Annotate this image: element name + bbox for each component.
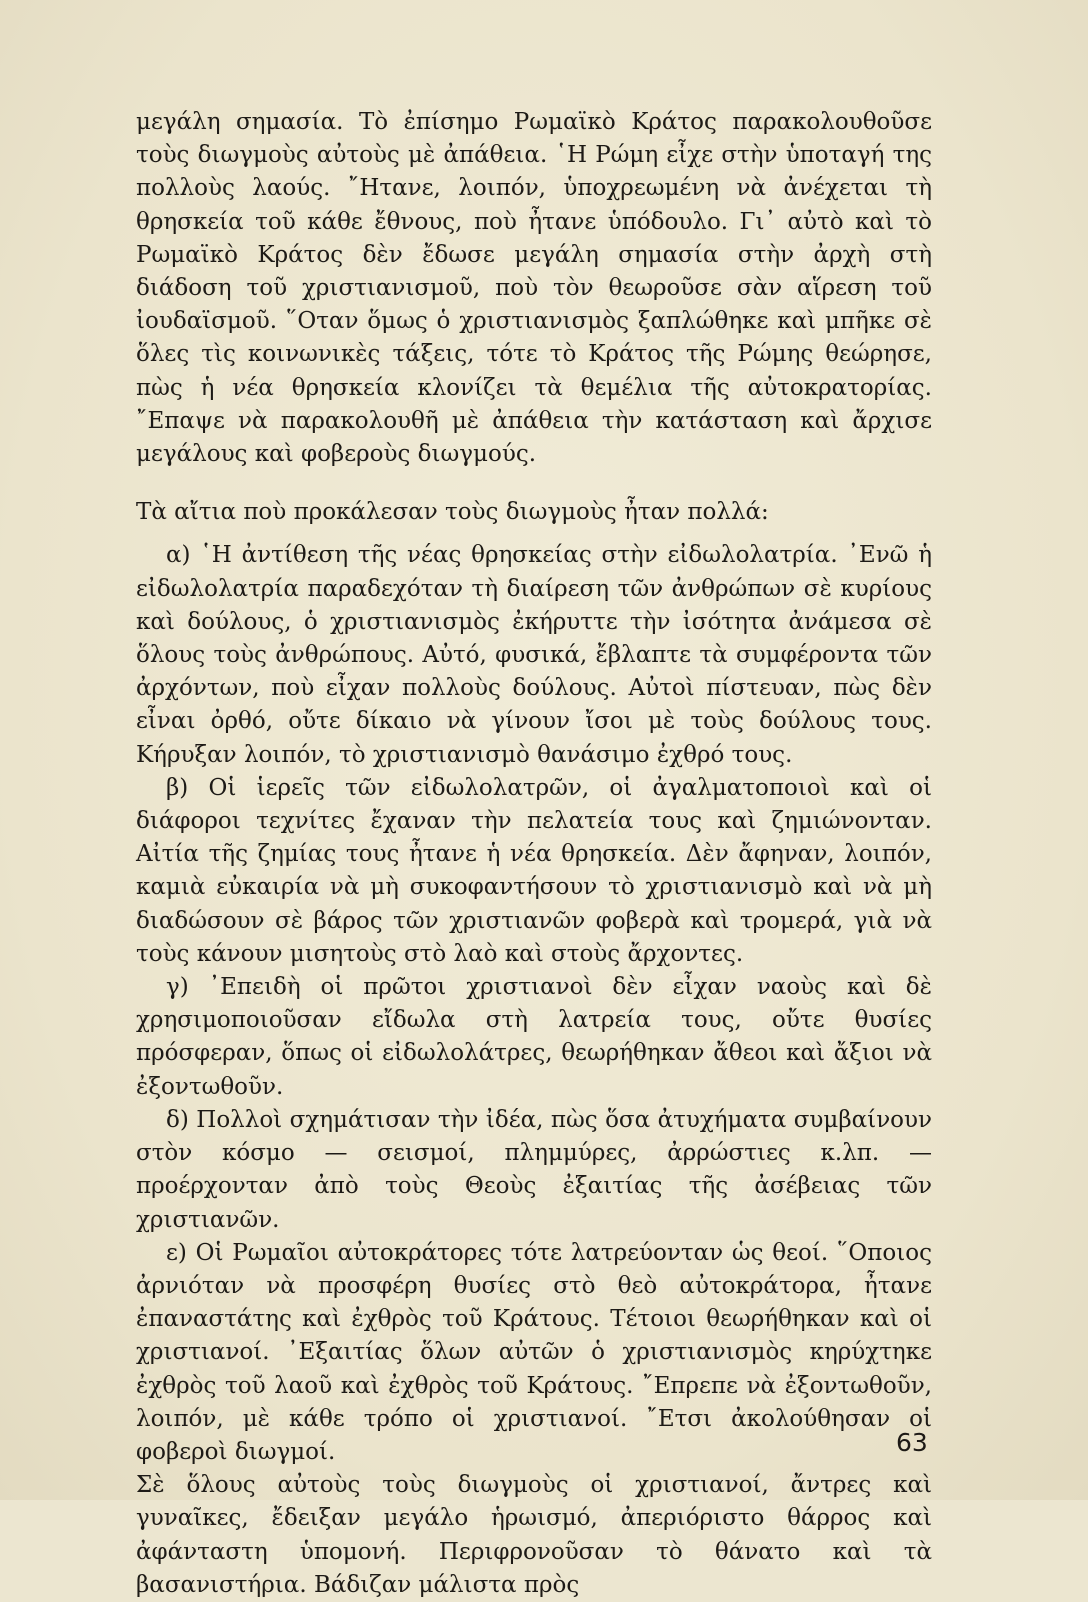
paragraph-heroism: Σὲ ὅλους αὐτοὺς τοὺς διωγμοὺς οἱ χριστιανοί, ἄντρες καὶ γυναῖκες, ἔδειξαν μεγάλο ἡρωισμό, ἀπεριόριστο θάρρος καὶ ἀφάνταστη ὑπομονή. Περιφρονοῦσαν τὸ θάνατο καὶ τὰ βασανιστήρια. Βάδιζαν μάλιστα πρὸς [136, 1472, 932, 1598]
paragraph-cause-d: δ) Πολλοὶ σχημάτισαν τὴν ἰδέα, πὼς ὅσα ἀτυχήματα συμβαίνουν στὸν κόσμο — σεισμοί, πλημμύρες, ἀρρώστιες κ.λπ. — προέρχονταν ἀπὸ τοὺς Θεοὺς ἐξαιτίας τῆς ἀσέβειας τῶν χριστιανῶν. [136, 1106, 932, 1233]
paragraph-cause-c: γ) ᾿Επειδὴ οἱ πρῶτοι χριστιανοὶ δὲν εἶχαν ναοὺς καὶ δὲ χρησιμοποιοῦσαν εἴδωλα στὴ λατρεία τους, οὔτε θυσίες πρόσφεραν, ὅπως οἱ εἰδωλολάτρες, θεωρήθηκαν ἄθεοι καὶ ἄξιοι νὰ ἐξοντωθοῦν. [136, 974, 932, 1100]
body-text [136, 106, 932, 1602]
paragraph-cause-b: β) Οἱ ἱερεῖς τῶν εἰδωλολατρῶν, οἱ ἀγαλματοποιοὶ καὶ οἱ διάφοροι τεχνίτες ἔχαναν τὴν πελατεία τους καὶ ζημιώνονταν. Αἰτία τῆς ζημίας τους ἦτανε ἡ νέα θρησκεία. Δὲν ἄφηναν, λοιπόν, καμιὰ εὐκαιρία νὰ μὴ συκοφαντήσουν τὸ χριστιανισμὸ καὶ νὰ μὴ διαδώσουν σὲ βάρος τῶν χριστιανῶν φοβερὰ καὶ τρομερά, γιὰ νὰ τοὺς κάνουν μισητοὺς στὸ λαὸ καὶ στοὺς ἄρχοντες. [136, 774, 932, 967]
page-number: 63 [896, 1428, 928, 1457]
paragraph-cause-a: α) ῾Η ἀντίθεση τῆς νέας θρησκείας στὴν εἰδωλολατρία. ᾿Ενῶ ἡ εἰδωλολατρία παραδεχόταν τὴ διαίρεση τῶν ἀνθρώπων σὲ κυρίους καὶ δούλους, ὁ χριστιανισμὸς ἐκήρυττε τὴν ἰσότητα ἀνάμεσα σὲ ὅλους τοὺς ἀνθρώπους. Αὐτό, φυσικά, ἔβλαπτε τὰ συμφέροντα τῶν ἀρχόντων, ποὺ εἶχαν πολλοὺς δούλους. Αὐτοὶ πίστευαν, πὼς δὲν εἶναι ὀρθό, οὔτε δίκαιο νὰ γίνουν ἴσοι μὲ τοὺς δούλους τους. Κήρυξαν λοιπόν, τὸ χριστιανισμὸ θανάσιμο ἐχθρό τους. [136, 542, 932, 768]
paragraph-causes-heading: Τὰ αἴτια ποὺ προκάλεσαν τοὺς διωγμοὺς ἦταν πολλά: [136, 499, 769, 526]
paragraph-cause-e: ε) Οἱ Ρωμαῖοι αὐτοκράτορες τότε λατρεύονταν ὡς θεοί. ῞Οποιος ἀρνιόταν νὰ προσφέρη θυσίες στὸ θεὸ αὐτοκράτορα, ἦτανε ἐπαναστάτης καὶ ἐχθρὸς τοῦ Κράτους. Τέτοιοι θεωρήθηκαν καὶ οἱ χριστιανοί. ᾿Εξαιτίας ὅλων αὐτῶν ὁ χριστιανισμὸς κηρύχτηκε ἐχθρὸς τοῦ λαοῦ καὶ ἐχθρὸς τοῦ Κράτους. ῎Επρεπε νὰ ἐξοντωθοῦν, λοιπόν, μὲ κάθε τρόπο οἱ χριστιανοί. ῎Ετσι ἀκολούθησαν οἱ φοβεροὶ διωγμοί. [136, 1239, 932, 1465]
paragraph-intro: μεγάλη σημασία. Τὸ ἐπίσημο Ρωμαϊκὸ Κράτος παρακολουθοῦσε τοὺς διωγμοὺς αὐτοὺς μὲ ἀπάθεια. ῾Η Ρώμη εἶχε στὴν ὑποταγή της πολλοὺς λαούς. ῎Ητανε, λοιπόν, ὑποχρεωμένη νὰ ἀνέχεται τὴ θρησκεία τοῦ κάθε ἔθνους, ποὺ ἦτανε ὑπόδουλο. Γι᾽ αὐτὸ καὶ τὸ Ρωμαϊκὸ Κράτος δὲν ἔδωσε μεγάλη σημασία στὴν ἀρχὴ στὴ διάδοση τοῦ χριστιανισμοῦ, ποὺ τὸν θεωροῦσε σὰν αἵρεση τοῦ ἰουδαϊσμοῦ. ῞Οταν ὅμως ὁ χριστιανισμὸς ξαπλώθηκε καὶ μπῆκε σὲ ὅλες τὶς κοινωνικὲς τάξεις, τότε τὸ Κράτος τῆς Ρώμης θεώρησε, πὼς ἡ νέα θρησκεία κλονίζει τὰ θεμέλια τῆς αὐτοκρατορίας. ῎Επαψε νὰ παρακολουθῆ μὲ ἀπάθεια τὴν κατάσταση καὶ ἄρχισε μεγάλους καὶ φοβεροὺς διωγμούς. [136, 109, 932, 468]
